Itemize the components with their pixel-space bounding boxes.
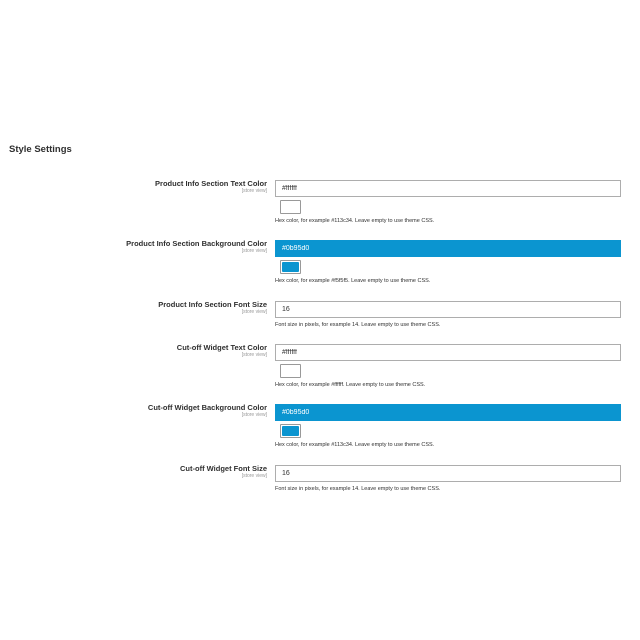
color-swatch-button[interactable]: [280, 424, 301, 438]
field-control: [275, 341, 621, 389]
field-control: [275, 237, 621, 285]
color-swatch-fill: [282, 202, 299, 212]
field-control: [275, 177, 621, 225]
field-control: [275, 401, 621, 449]
field-label: Cut-off Widget Font Size: [180, 464, 267, 473]
color-swatch-fill: [282, 366, 299, 376]
field-control: [275, 462, 621, 493]
cutoff-widget-text-color-input[interactable]: [275, 344, 621, 361]
field-label-group: [7, 239, 267, 255]
field-label-group: [7, 179, 267, 195]
color-swatch-button[interactable]: [280, 200, 301, 214]
product-info-text-color-input[interactable]: [275, 180, 621, 197]
scope-label: [store view]: [241, 248, 267, 254]
field-label: Product Info Section Font Size: [158, 300, 267, 309]
field-label-group: [7, 464, 267, 480]
field-note: Hex color, for example #f5f5f5. Leave empty to use theme CSS.: [275, 278, 431, 284]
product-info-background-color-input[interactable]: [275, 240, 621, 257]
field-note: Font size in pixels, for example 14. Leave empty to use theme CSS.: [275, 322, 441, 328]
cutoff-widget-background-color-input[interactable]: [275, 404, 621, 421]
field-note: Hex color, for example #ffffff. Leave empty to use theme CSS.: [275, 382, 426, 388]
field-label-group: [7, 343, 267, 359]
field-label: Product Info Section Background Color: [126, 239, 267, 248]
color-swatch-fill: [282, 426, 299, 436]
product-info-font-size-input[interactable]: [275, 301, 621, 318]
scope-label: [store view]: [241, 412, 267, 418]
field-label-group: [7, 300, 267, 316]
color-swatch-button[interactable]: [280, 364, 301, 378]
field-note: Hex color, for example #113c34. Leave empty to use theme CSS.: [275, 218, 435, 224]
color-swatch-fill: [282, 262, 299, 272]
scope-label: [store view]: [241, 188, 267, 194]
field-note: Font size in pixels, for example 14. Leave empty to use theme CSS.: [275, 486, 441, 492]
scope-label: [store view]: [241, 473, 267, 479]
field-label-group: [7, 403, 267, 419]
color-swatch-button[interactable]: [280, 260, 301, 274]
scope-label: [store view]: [241, 309, 267, 315]
section-title: Style Settings: [9, 144, 72, 155]
field-label: Product Info Section Text Color: [155, 179, 267, 188]
cutoff-widget-font-size-input[interactable]: [275, 465, 621, 482]
field-label: Cut-off Widget Text Color: [176, 343, 267, 352]
field-note: Hex color, for example #113c34. Leave empty to use theme CSS.: [275, 442, 435, 448]
scope-label: [store view]: [241, 352, 267, 358]
field-label: Cut-off Widget Background Color: [147, 403, 267, 412]
field-control: [275, 298, 621, 329]
